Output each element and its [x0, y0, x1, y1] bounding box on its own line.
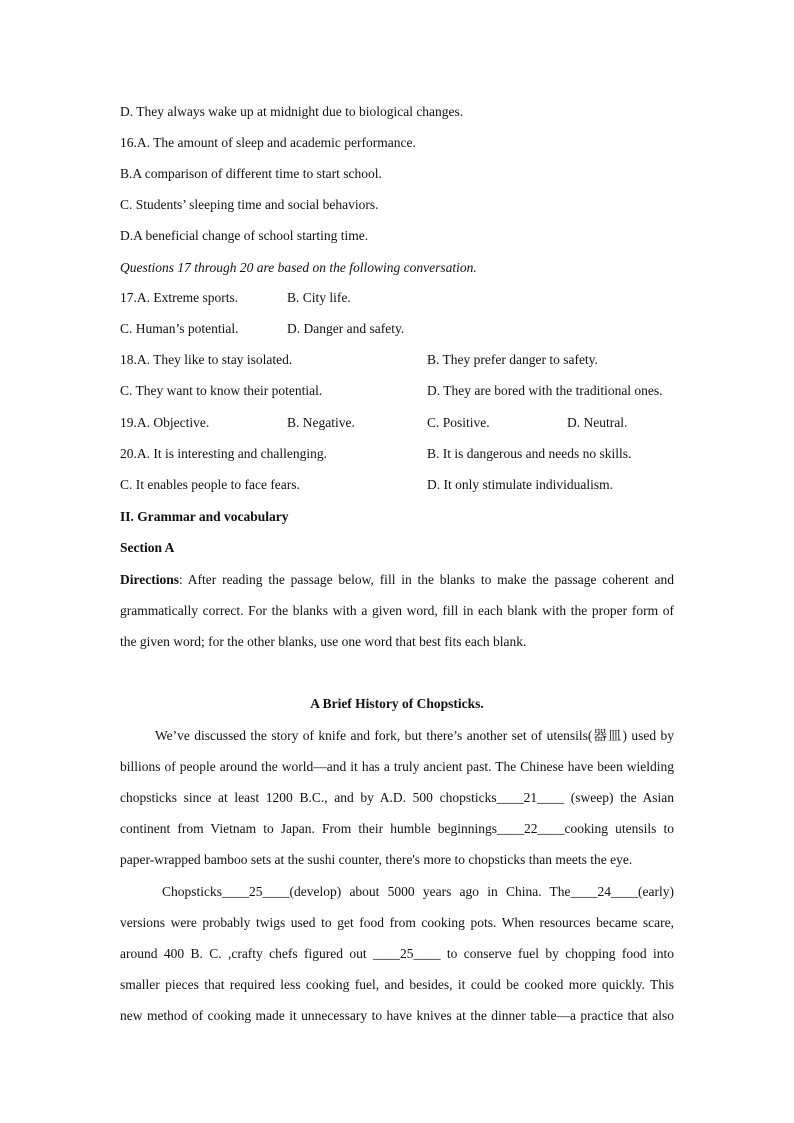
q19-option-a: 19.A. Objective. [120, 415, 210, 430]
q17-option-d: D. Danger and safety. [287, 321, 405, 336]
passage-p1-line-2: billions of people around the world—and it has a truly ancient past. The Chinese have been wielding [120, 759, 674, 774]
section-a-heading: Section A [120, 540, 175, 555]
passage-p1-line-5: paper-wrapped bamboo sets at the sushi counter, there's more to chopsticks than meets the eye. [120, 852, 633, 867]
passage-p2-line-3: around 400 B. C. ,crafty chefs figured out ____25____ to conserve fuel by chopping food into [120, 946, 674, 961]
q17-option-c: C. Human’s potential. [120, 321, 239, 336]
directions-label: Directions [120, 572, 179, 587]
q20-option-a: 20.A. It is interesting and challenging. [120, 446, 327, 461]
q19-option-b: B. Negative. [287, 415, 355, 430]
passage-title: A Brief History of Chopsticks. [310, 696, 484, 711]
q16-option-c: C. Students’ sleeping time and social behaviors. [120, 197, 379, 212]
passage-p2-line-2: versions were probably twigs used to get food from cooking pots. When resources became scare, [120, 915, 674, 930]
q20-option-c: C. It enables people to face fears. [120, 477, 300, 492]
q17-option-b: B. City life. [287, 290, 351, 305]
section-heading: II. Grammar and vocabulary [120, 509, 289, 524]
directions-line-3: the given word; for the other blanks, use one word that best fits each blank. [120, 634, 527, 649]
passage-p2-line-1: Chopsticks____25____(develop) about 5000 years ago in China. The____24____(early) [162, 884, 674, 899]
directions-line-1 [120, 571, 674, 589]
q18-option-d: D. They are bored with the traditional ones. [427, 383, 663, 398]
q19-option-c: C. Positive. [427, 415, 490, 430]
directions-text-1: : After reading the passage below, fill in the blanks to make the passage coherent and [179, 572, 674, 587]
directions-line-2: grammatically correct. For the blanks with a given word, fill in each blank with the proper form of [120, 603, 674, 618]
q18-option-a: 18.A. They like to stay isolated. [120, 352, 293, 367]
q17-option-a: 17.A. Extreme sports. [120, 290, 239, 305]
q16-option-a: 16.A. The amount of sleep and academic performance. [120, 135, 416, 150]
q16-option-d: D.A beneficial change of school starting time. [120, 228, 369, 243]
q19-option-d: D. Neutral. [567, 415, 628, 430]
passage-p1-line-3: chopsticks since at least 1200 B.C., and by A.D. 500 chopsticks____21____ (sweep) the Asian [120, 790, 674, 805]
questions-instruction: Questions 17 through 20 are based on the following conversation. [120, 260, 477, 275]
passage-p2-line-5: new method of cooking made it unnecessary to have knives at the dinner table—a practice that also [120, 1008, 674, 1023]
q15-option-d: D. They always wake up at midnight due to biological changes. [120, 104, 464, 119]
q18-option-b: B. They prefer danger to safety. [427, 352, 598, 367]
q20-option-d: D. It only stimulate individualism. [427, 477, 613, 492]
passage-p1-line-1: We’ve discussed the story of knife and fork, but there’s another set of utensils(器皿) used by [155, 728, 674, 743]
q20-option-b: B. It is dangerous and needs no skills. [427, 446, 632, 461]
q18-option-c: C. They want to know their potential. [120, 383, 323, 398]
passage-p2-line-4: smaller pieces that required less cooking fuel, and besides, it could be cooked more quickly. This [120, 977, 674, 992]
passage-p1-line-4: continent from Vietnam to Japan. From their humble beginnings____22____cooking utensils to [120, 821, 674, 836]
q16-option-b: B.A comparison of different time to start school. [120, 166, 382, 181]
